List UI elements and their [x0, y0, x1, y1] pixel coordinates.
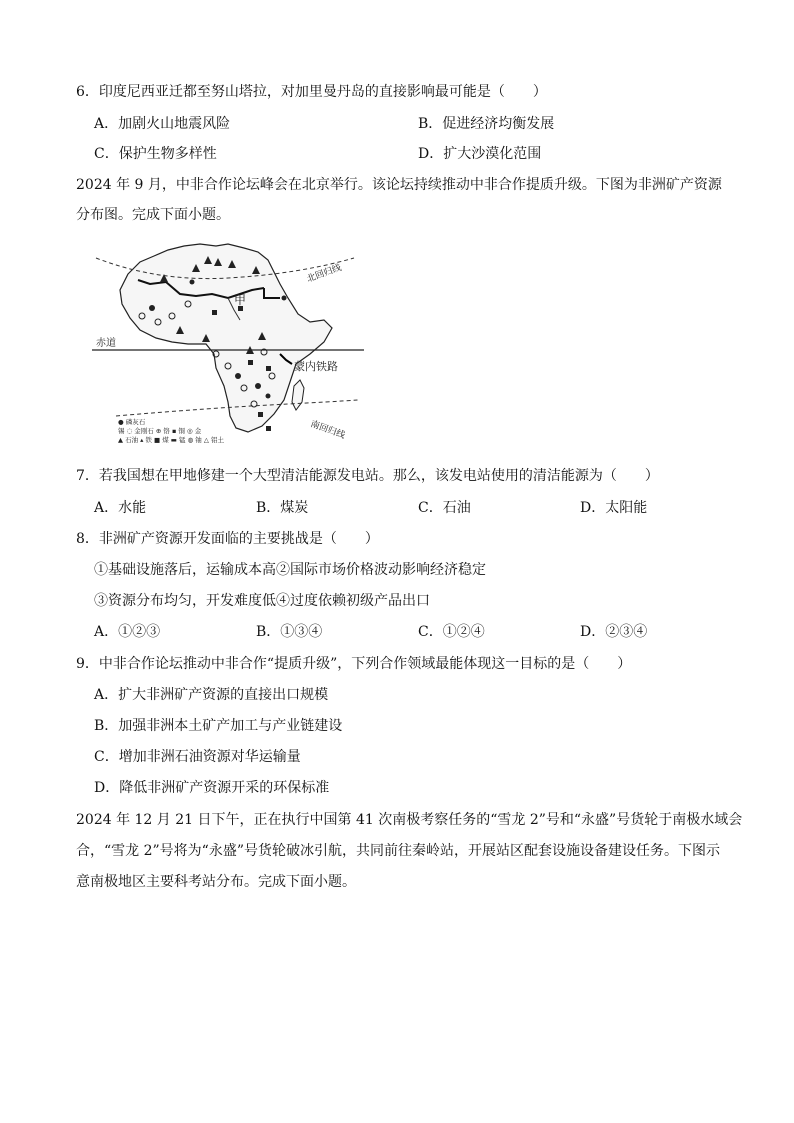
madagascar-outline [292, 380, 304, 410]
map-legend-row2: 锡 ◌ 金刚石 ⊕ 铬 ▪ 铜 ◎ 金 [118, 427, 202, 435]
q6-option-b: B．促进经济均衡发展 [418, 116, 555, 132]
q9-option-d: D．降低非洲矿产资源开采的环保标准 [94, 780, 330, 796]
q7-option-b: B．煤炭 [256, 500, 309, 516]
intro1-line2: 分布图。完成下面小题。 [76, 207, 230, 223]
map-label-railway: 蒙内铁路 [294, 360, 338, 373]
q9-option-c: C．增加非洲石油资源对华运输量 [94, 749, 301, 765]
q9-option-a: A．扩大非洲矿产资源的直接出口规模 [94, 687, 329, 703]
map-label-south-tropic: 南回归线 [308, 419, 347, 442]
map-legend-row1: ● 磷灰石 [118, 418, 146, 426]
intro2-line2: 合，“雪龙 2”号将为“永盛”号货轮破冰引航，共同前往秦岭站，开展站区配套设施设备建设任务。下图示 [76, 843, 720, 859]
q8-items-line2: ③资源分布均匀，开发难度低④过度依赖初级产品出口 [94, 593, 430, 609]
q8-stem: 8．非洲矿产资源开发面临的主要挑战是（ ） [76, 531, 379, 547]
q8-items-line1: ①基础设施落后，运输成本高②国际市场价格波动影响经济稳定 [94, 562, 486, 578]
q6-stem: 6．印度尼西亚迁都至努山塔拉，对加里曼丹岛的直接影响最可能是（ ） [76, 84, 547, 100]
map-label-equator: 赤道 [96, 338, 116, 349]
q6-option-d: D．扩大沙漠化范围 [418, 146, 542, 162]
q7-option-c: C．石油 [418, 500, 471, 516]
q7-option-d: D．太阳能 [580, 500, 648, 516]
q7-option-a: A．水能 [94, 500, 147, 516]
q9-stem: 9．中非合作论坛推动中非合作“提质升级”，下列合作领域最能体现这一目标的是（ ） [76, 656, 632, 672]
q9-option-b: B．加强非洲本土矿产加工与产业链建设 [94, 718, 343, 734]
q8-option-b: B．①③④ [256, 624, 323, 640]
intro2-line3: 意南极地区主要科考站分布。完成下面小题。 [76, 874, 356, 890]
q6-option-c: C．保护生物多样性 [94, 146, 217, 162]
q6-option-a: A．加剧火山地震风险 [94, 116, 231, 132]
map-label-north-tropic: 北回归线 [305, 263, 343, 285]
q8-option-d: D．②③④ [580, 624, 648, 640]
q7-stem: 7．若我国想在甲地修建一个大型清洁能源发电站。那么，该发电站使用的清洁能源为（ ） [76, 468, 659, 484]
map-legend-row3: ▲ 石油 ▴ 铁 ■ 煤 ▬ 锰 ◍ 铀 △ 铝土 [118, 436, 224, 444]
q8-option-c: C．①②④ [418, 624, 485, 640]
map-label-jia: 甲 [234, 293, 247, 307]
intro2-line1: 2024 年 12 月 21 日下午，正在执行中国第 41 次南极考察任务的“雪龙 2”号和“永盛”号货轮于南极水域会 [76, 812, 743, 828]
intro1-line1: 2024 年 9 月，中非合作论坛峰会在北京举行。该论坛持续推动中非合作提质升级。下图为非洲矿产资源 [76, 177, 722, 193]
q8-option-a: A．①②③ [94, 624, 161, 640]
africa-mineral-map [88, 236, 368, 454]
